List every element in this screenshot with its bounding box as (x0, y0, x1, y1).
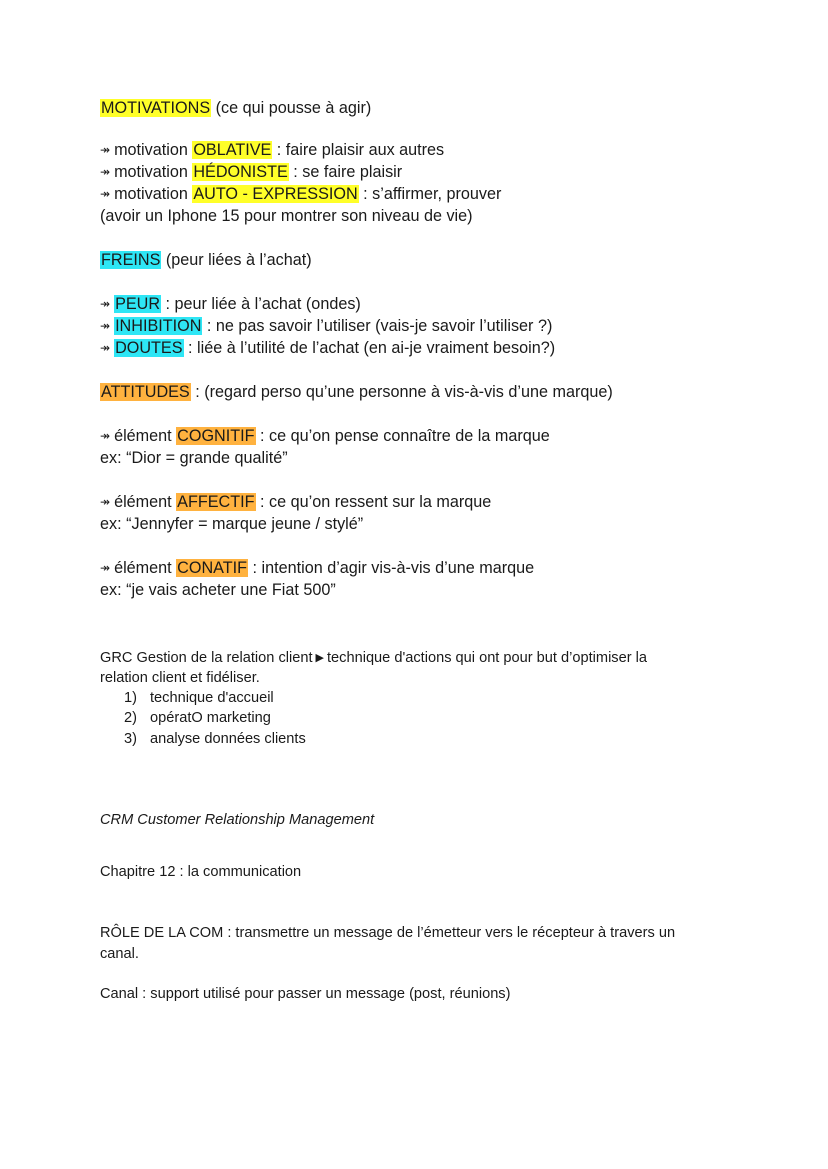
attitude-item (100, 491, 491, 513)
crm-line: CRM Customer Relationship Management (100, 812, 375, 828)
attitude-key: AFFECTIF (177, 493, 255, 511)
arrow-icon: ↠ (100, 341, 111, 355)
freins-heading: FREINS (101, 251, 161, 269)
list-number: 2) (124, 710, 137, 726)
item-text: : s’affirmer, prouver (358, 185, 502, 203)
grc-line-1 (100, 647, 647, 669)
role-line-2: canal. (100, 946, 139, 962)
grc-title: GRC Gestion de la relation client (100, 650, 313, 666)
role-line-1: RÔLE DE LA COM : transmettre un message de l’émetteur vers le récepteur à travers un (100, 925, 676, 941)
list-text: technique d'accueil (150, 690, 274, 706)
frein-item (100, 293, 361, 315)
item-prefix: élément (114, 493, 177, 511)
motivations-heading: MOTIVATIONS (101, 99, 211, 117)
frein-key: INHIBITION (115, 317, 202, 335)
attitudes-heading-desc: : (regard perso qu’une personne à vis-à-vis d’une marque) (190, 383, 613, 401)
grc-desc: technique d'actions qui ont pour but d’optimiser la (327, 650, 647, 666)
frein-item (100, 315, 552, 337)
attitude-item (100, 425, 550, 447)
arrow-icon: ↠ (100, 297, 111, 311)
item-text: : faire plaisir aux autres (272, 141, 445, 159)
item-text: : intention d’agir vis-à-vis d’une marque (248, 559, 535, 577)
item-text: : se faire plaisir (288, 163, 403, 181)
motivation-item (100, 161, 402, 183)
item-text: : ce qu’on ressent sur la marque (255, 493, 492, 511)
frein-item (100, 337, 555, 359)
arrow-icon: ↠ (100, 143, 111, 157)
motivation-key: HÉDONISTE (193, 163, 288, 181)
attitude-key: CONATIF (177, 559, 247, 577)
attitudes-heading-line (100, 381, 613, 403)
item-text: : peur liée à l’achat (ondes) (161, 295, 361, 313)
arrow-icon: ↠ (100, 187, 111, 201)
list-text: opératO marketing (150, 710, 271, 726)
motivations-note: (avoir un Iphone 15 pour montrer son niveau de vie) (100, 207, 473, 225)
arrow-icon: ↠ (100, 165, 111, 179)
item-text: : liée à l’utilité de l’achat (en ai-je vraiment besoin?) (183, 339, 556, 357)
attitude-example: ex: “Dior = grande qualité” (100, 449, 288, 467)
motivations-heading-line (100, 97, 371, 119)
item-text: : ce qu’on pense connaître de la marque (255, 427, 550, 445)
attitude-example: ex: “Jennyfer = marque jeune / stylé” (100, 515, 364, 533)
triangle-right-icon: ▶ (315, 652, 324, 664)
motivation-item (100, 183, 501, 205)
attitude-example: ex: “je vais acheter une Fiat 500” (100, 581, 336, 599)
item-prefix: motivation (114, 141, 193, 159)
motivation-key: AUTO - EXPRESSION (193, 185, 358, 203)
canal-line: Canal : support utilisé pour passer un message (post, réunions) (100, 986, 511, 1002)
item-text: : ne pas savoir l’utiliser (vais-je savoir l’utiliser ?) (202, 317, 553, 335)
list-number: 1) (124, 690, 137, 706)
item-prefix: élément (114, 427, 177, 445)
frein-key: DOUTES (115, 339, 183, 357)
motivation-item (100, 139, 444, 161)
chapter-title: Chapitre 12 : la communication (100, 864, 302, 880)
list-item (124, 729, 306, 749)
arrow-icon: ↠ (100, 319, 111, 333)
attitude-key: COGNITIF (177, 427, 255, 445)
list-number: 3) (124, 731, 137, 747)
item-prefix: motivation (114, 185, 193, 203)
list-item (124, 688, 274, 708)
arrow-icon: ↠ (100, 495, 111, 509)
list-item (124, 708, 271, 728)
motivations-heading-desc: (ce qui pousse à agir) (211, 99, 372, 117)
arrow-icon: ↠ (100, 429, 111, 443)
attitude-item (100, 557, 534, 579)
list-text: analyse données clients (150, 731, 306, 747)
item-prefix: motivation (114, 163, 193, 181)
attitudes-heading: ATTITUDES (101, 383, 190, 401)
frein-key: PEUR (115, 295, 161, 313)
item-prefix: élément (114, 559, 177, 577)
grc-line-2: relation client et fidéliser. (100, 670, 260, 686)
arrow-icon: ↠ (100, 561, 111, 575)
freins-heading-desc: (peur liées à l’achat) (161, 251, 312, 269)
motivation-key: OBLATIVE (193, 141, 272, 159)
freins-heading-line (100, 249, 312, 271)
